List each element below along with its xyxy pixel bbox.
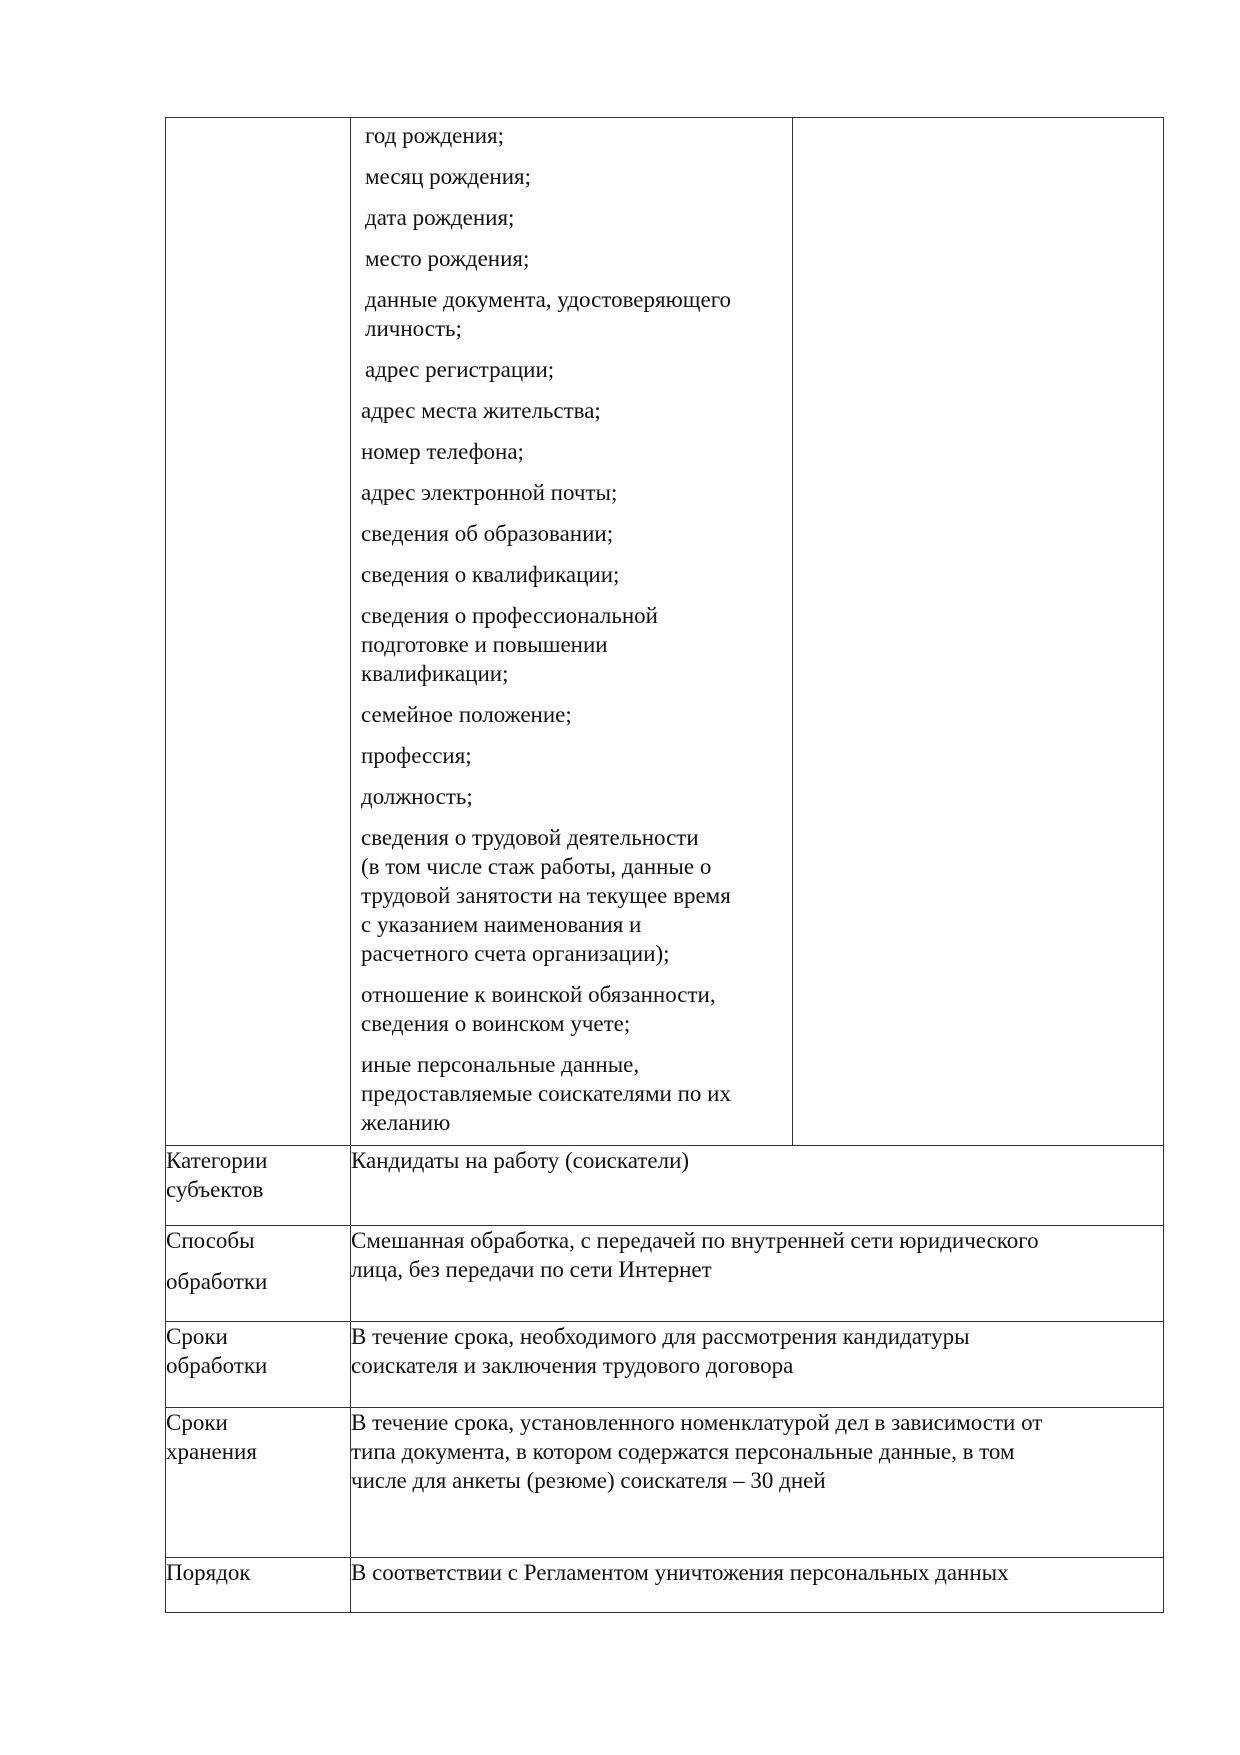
storage-terms-label: Сроки хранения (166, 1408, 351, 1558)
categories-label: Категории субъектов (166, 1146, 351, 1226)
personal-data-list (351, 118, 792, 1145)
list-item: сведения об образовании; (361, 521, 614, 546)
empty-label-cell (166, 118, 351, 1146)
list-item: место рождения; (365, 246, 530, 271)
methods-label (166, 1226, 351, 1322)
list-item: дата рождения; (365, 205, 515, 230)
categories-value: Кандидаты на работу (соискатели) (351, 1146, 1164, 1226)
storage-terms-value: В течение срока, установленного номенклатурой дел в зависимости от типа документа, в котором содержатся персональные данные, в том числе для анкеты (резюме) соискателя – 30 дней (351, 1408, 1164, 1558)
methods-label-line: обработки (166, 1269, 268, 1294)
list-item: семейное положение; (361, 702, 572, 727)
list-item: адрес электронной почты; (361, 480, 618, 505)
list-item: профессия; (361, 743, 472, 768)
table-row-categories (166, 1146, 1164, 1226)
table-row-order (166, 1558, 1164, 1613)
list-item: сведения о трудовой деятельности (в том числе стаж работы, данные о трудовой занятости на текущее время с указанием наименования и расчетного счета организации); (361, 825, 731, 966)
list-item: адрес места жительства; (361, 398, 601, 423)
methods-label-line: Способы (166, 1228, 255, 1253)
order-value: В соответствии с Регламентом уничтожения персональных данных (351, 1558, 1164, 1613)
data-list-cell (351, 118, 793, 1146)
table-row-storage-terms (166, 1408, 1164, 1558)
personal-data-table (165, 117, 1164, 1613)
table-row-data-list (166, 118, 1164, 1146)
table-row-processing-terms (166, 1322, 1164, 1408)
list-item: данные документа, удостоверяющего личность; (365, 287, 732, 341)
list-item: должность; (361, 784, 473, 809)
list-item: год рождения; (365, 123, 504, 148)
list-item: месяц рождения; (365, 164, 531, 189)
list-item: номер телефона; (361, 439, 524, 464)
table-row-methods (166, 1226, 1164, 1322)
processing-terms-value: В течение срока, необходимого для рассмотрения кандидатуры соискателя и заключения трудового договора (351, 1322, 1164, 1408)
list-item: иные персональные данные, предоставляемые соискателями по их желанию (361, 1052, 731, 1135)
list-item: сведения о профессиональной подготовке и повышении квалификации; (361, 603, 658, 686)
list-item: сведения о квалификации; (361, 562, 620, 587)
empty-right-cell (793, 118, 1164, 1146)
order-label: Порядок (166, 1558, 351, 1613)
list-item: отношение к воинской обязанности, сведения о воинском учете; (361, 982, 716, 1036)
processing-terms-label: Сроки обработки (166, 1322, 351, 1408)
methods-value: Смешанная обработка, с передачей по внутренней сети юридического лица, без передачи по сети Интернет (351, 1226, 1164, 1322)
list-item: адрес регистрации; (365, 357, 555, 382)
